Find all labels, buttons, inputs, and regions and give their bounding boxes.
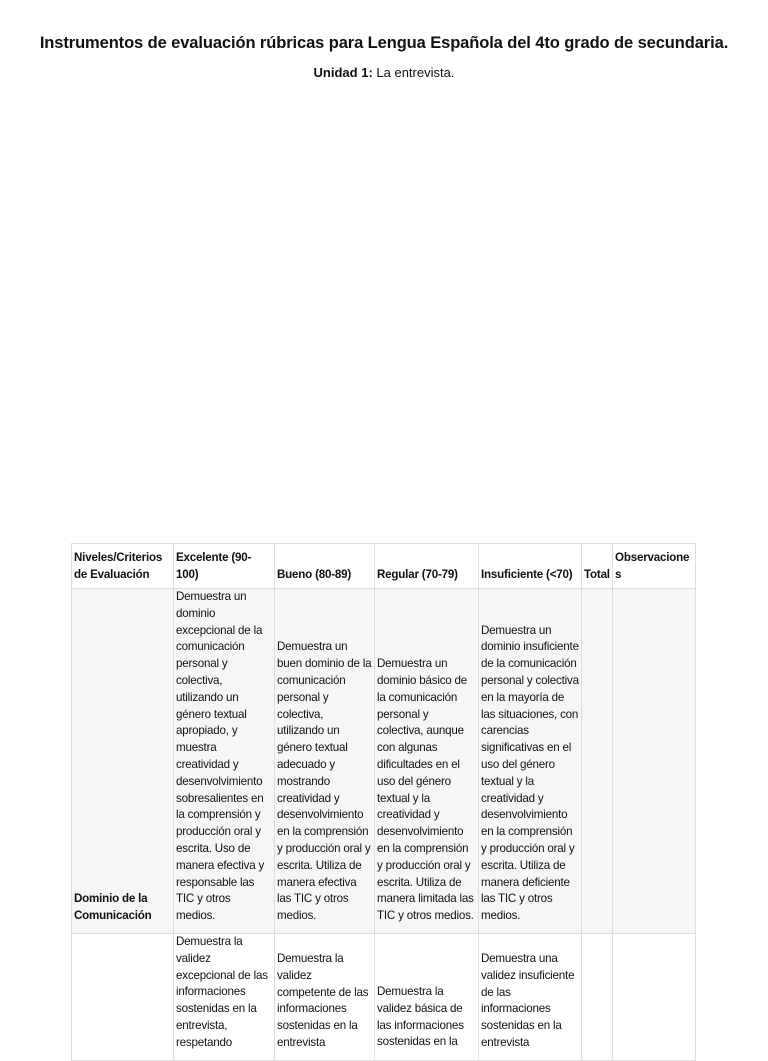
cell-observaciones: [613, 933, 696, 1060]
header-excelente: Excelente (90-100): [174, 544, 275, 589]
header-insuficiente: Insuficiente (<70): [479, 544, 582, 589]
cell-observaciones: [613, 589, 696, 934]
cell-regular: Demuestra la validez básica de las informaciones sostenidas en la: [375, 933, 479, 1060]
cell-insuficiente: Demuestra un dominio insuficiente de la comunicación personal y colectiva en la mayoría de las situaciones, con carencias significativas en el uso del género textual y la creatividad y desenvolvimiento en la comprensión y producción oral y escrita. Utiliza de manera deficiente las TIC y otros medios.: [479, 589, 582, 934]
cell-insuficiente: Demuestra una validez insuficiente de las informaciones sostenidas en la entrevista: [479, 933, 582, 1060]
rubric-table: [71, 543, 696, 1061]
cell-excelente: Demuestra un dominio excepcional de la comunicación personal y colectiva, utilizando un género textual apropiado, y muestra creatividad y desenvolvimiento sobresalientes en la comprensión y producción oral y escrita. Uso de manera efectiva y responsable las TIC y otros medios.: [174, 589, 275, 934]
header-criteria: Niveles/Criterios de Evaluación: [72, 544, 174, 589]
cell-excelente: Demuestra la validez excepcional de las informaciones sostenidas en la entrevista, respetando: [174, 933, 275, 1060]
unit-line: [0, 65, 768, 80]
cell-regular: Demuestra un dominio básico de la comunicación personal y colectiva, aunque con algunas dificultades en el uso del género textual y la creatividad y desenvolvimiento en la comprensión y producción oral y escrita. Utiliza de manera limitada las TIC y otros medios.: [375, 589, 479, 934]
criterion-cell: [72, 933, 174, 1060]
header-row: [72, 544, 696, 589]
document-title: Instrumentos de evaluación rúbricas para Lengua Española del 4to grado de secundaria.: [39, 34, 729, 52]
table-row: [72, 933, 696, 1060]
cell-total: [582, 589, 613, 934]
unit-name: La entrevista.: [372, 65, 455, 80]
cell-bueno: Demuestra la validez competente de las informaciones sostenidas en la entrevista: [275, 933, 375, 1060]
header-observaciones: Observaciones: [613, 544, 696, 589]
criterion-cell: Dominio de la Comunicación: [72, 589, 174, 934]
cell-total: [582, 933, 613, 1060]
rubric-table-wrapper: [71, 543, 695, 1061]
cell-bueno: Demuestra un buen dominio de la comunicación personal y colectiva, utilizando un género textual adecuado y mostrando creatividad y desenvolvimiento en la comprensión y producción oral y escrita. Utiliza de manera efectiva las TIC y otros medios.: [275, 589, 375, 934]
header-total: Total: [582, 544, 613, 589]
unit-label: Unidad 1:: [313, 65, 373, 80]
header-regular: Regular (70-79): [375, 544, 479, 589]
table-row: [72, 589, 696, 934]
header-bueno: Bueno (80-89): [275, 544, 375, 589]
